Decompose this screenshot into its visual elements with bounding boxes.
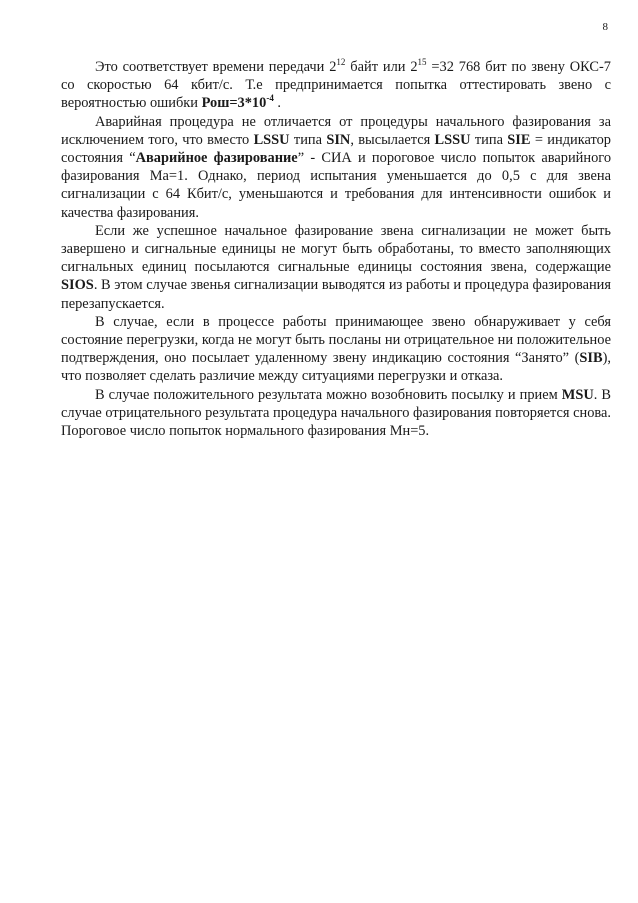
text-run: = индикатор состояния “ xyxy=(61,131,611,167)
bold-superscript: -4 xyxy=(266,93,274,104)
text-run: , высылается xyxy=(350,131,435,148)
bold-term: SIOS xyxy=(61,277,94,294)
text-run: байт или 2 xyxy=(345,59,418,75)
paragraph-4 xyxy=(61,313,611,386)
bold-term: MSU xyxy=(561,386,594,403)
document-body xyxy=(61,58,611,440)
bold-term: LSSU xyxy=(434,131,471,148)
text-run: . В этом случае звенья сигнализации выводятся из работы и процедура фазирования перезапускается. xyxy=(61,277,611,312)
text-run: типа xyxy=(470,131,508,148)
bold-term: Рош=3*10 xyxy=(201,95,267,112)
text-run: . xyxy=(273,95,282,112)
text-run: . В случае отрицательного результата процедура начального фазирования повторяется снова. Пороговое число попыток нормального фазирования Мн=5. xyxy=(61,386,611,440)
text-run: В случае, если в процессе работы принимающее звено обнаруживает у себя состояние перегрузки, когда не могут быть посланы ни отрицательное ни положительное подтверждения, оно посылает удаленному звену индикацию состояния “Занято” ( xyxy=(61,313,611,367)
bold-term: SIB xyxy=(579,350,603,367)
paragraph-2 xyxy=(61,113,611,222)
bold-term: SIE xyxy=(507,131,531,148)
text-run: Это соответствует времени передачи 2 xyxy=(95,59,337,75)
text-run: Аварийная процедура не отличается от процедуры начального фазирования за исключением того, что вместо xyxy=(61,113,611,148)
text-run: типа xyxy=(289,131,327,148)
bold-term: SIN xyxy=(326,131,351,148)
page-number: 8 xyxy=(602,21,608,33)
text-run: ” - СИА и пороговое число попыток аварийного фазирования Ма=1. Однако, период испытания уменьшается до 0,5 с для звена сигнализации с 64 Кбит/с, уменьшаются и требования для интенсивности ошибок и качества фазирования. xyxy=(61,150,612,221)
superscript: 12 xyxy=(336,57,346,67)
paragraph-3 xyxy=(61,222,611,313)
paragraph-5 xyxy=(61,386,611,441)
paragraph-1 xyxy=(61,58,611,113)
superscript: 15 xyxy=(417,57,427,67)
text-run: Если же успешное начальное фазирование звена сигнализации не может быть завершено и сигнальные единицы не могут быть обработаны, то вместо заполняющих сигнальных единиц посылаются сигнальные единицы состояния звена, содержащие xyxy=(61,222,611,276)
bold-term: Аварийное фазирование xyxy=(135,150,298,167)
text-run: ), что позволяет сделать различие между ситуациями перегрузки и отказа. xyxy=(61,350,611,385)
bold-term: LSSU xyxy=(253,131,290,148)
text-run: В случае положительного результата можно возобновить посылку и прием xyxy=(95,386,562,403)
text-run: =32 768 бит по звену ОКС-7 со скоростью 64 кбит/с. Т.е предпринимается попытка оттестировать звено с вероятностью ошибки xyxy=(61,59,611,112)
